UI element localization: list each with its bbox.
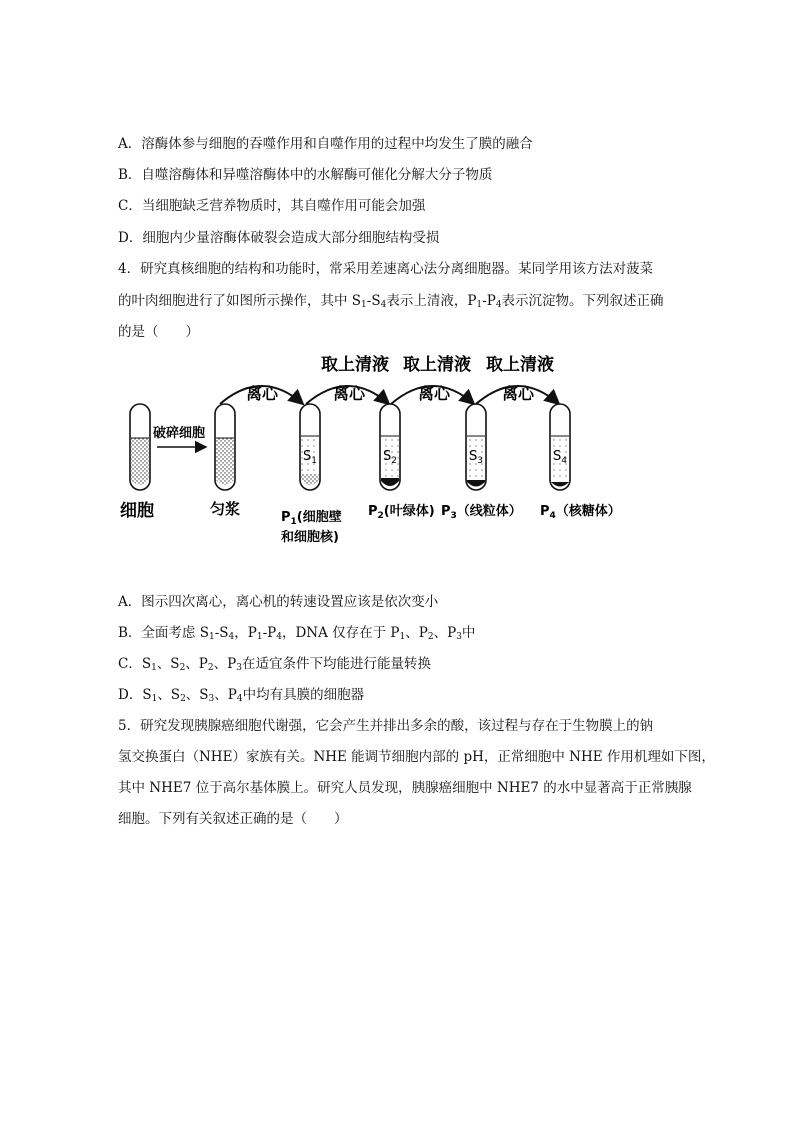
take-supernatant-label-2: 取上清液 — [403, 355, 471, 375]
q3-option-d: D．细胞内少量溶酶体破裂会造成大部分细胞结构受损 — [118, 230, 440, 246]
homogenate-label: 匀浆 — [210, 500, 241, 518]
p3-label: $P_3$（线粒体） — [441, 504, 522, 521]
q4-option-a: A．图示四次离心，离心机的转速设置应该是依次变小 — [118, 594, 439, 610]
s4-label: $S_4$ — [553, 449, 567, 466]
tube-s3-p3 — [466, 404, 486, 490]
q4-stem-line1: 4．研究真核细胞的结构和功能时，常采用差速离心法分离细胞器。某同学用该方法对菠菜 — [118, 261, 654, 277]
tube-homogenate — [215, 404, 235, 490]
q3-option-a: A．溶酶体参与细胞的吞噬作用和自噬作用的过程中均发生了膜的融合 — [118, 136, 533, 152]
q4-stem-line2: 的叶肉细胞进行了如图所示操作，其中 $S_1-S_4$表示上清液，$P_1-P_4$表示沉淀物。下列叙述正确 — [118, 293, 664, 310]
s2-label: $S_2$ — [383, 449, 397, 466]
centrifugation-figure — [0, 340, 794, 550]
q4-option-b: B．全面考虑 $S_1-S_4$，$P_1-P_4$，DNA 仅存在于 $P_1$、$P_2$、$P_3$中 — [118, 625, 476, 642]
centrifuge-label-4: 离心 — [501, 384, 535, 403]
centrifuge-label-1: 离心 — [245, 384, 279, 403]
q3-option-c: C．当细胞缺乏营养物质时，其自噬作用可能会加强 — [118, 198, 426, 214]
q5-stem-line2: 氢交换蛋白（NHE）家族有关。NHE 能调节细胞内部的 pH，正常细胞中 NHE 作用机理如下图， — [118, 749, 715, 765]
q3-option-b: B．自噬溶酶体和异噬溶酶体中的水解酶可催化分解大分子物质 — [118, 167, 493, 183]
q4-option-d: D．$S_1$、$S_2$、$S_3$、$P_4$中均有具膜的细胞器 — [118, 687, 365, 704]
tube-cells — [130, 404, 150, 490]
q5-stem-line1: 5．研究发现胰腺癌细胞代谢强，它会产生并排出多余的酸，该过程与存在于生物膜上的钠 — [118, 718, 654, 734]
centrifuge-label-3: 离心 — [417, 384, 451, 403]
p4-label: $P_4$（核糖体） — [540, 504, 621, 521]
p1-label-line2: 和细胞核) — [281, 530, 339, 545]
tube-s4-p4 — [550, 404, 570, 490]
q5-stem-line3: 其中 NHE7 位于高尔基体膜上。研究人员发现，胰腺癌细胞中 NHE7 的水中显著高于正常胰腺 — [118, 780, 692, 796]
tube-s2-p2 — [380, 404, 400, 490]
s3-label: $S_3$ — [469, 449, 483, 466]
p1-label-line1: $P_1$(细胞壁 — [281, 510, 342, 527]
break-cells-label: 破碎细胞 — [153, 426, 206, 441]
cells-label: 细胞 — [120, 501, 154, 521]
q4-stem-line3: 的是（ ） — [118, 324, 199, 340]
s1-label: $S_1$ — [303, 449, 317, 466]
tube-s1-p1 — [300, 404, 320, 490]
take-supernatant-label-3: 取上清液 — [486, 355, 554, 375]
q5-stem-line4: 细胞。下列有关叙述正确的是（ ） — [118, 811, 348, 827]
centrifuge-label-2: 离心 — [332, 384, 366, 403]
take-supernatant-label-1: 取上清液 — [321, 355, 389, 375]
q4-option-c: C．$S_1$、$S_2$、$P_2$、$P_3$在适宜条件下均能进行能量转换 — [118, 656, 431, 673]
p2-label: $P_2$(叶绿体) — [368, 504, 435, 521]
